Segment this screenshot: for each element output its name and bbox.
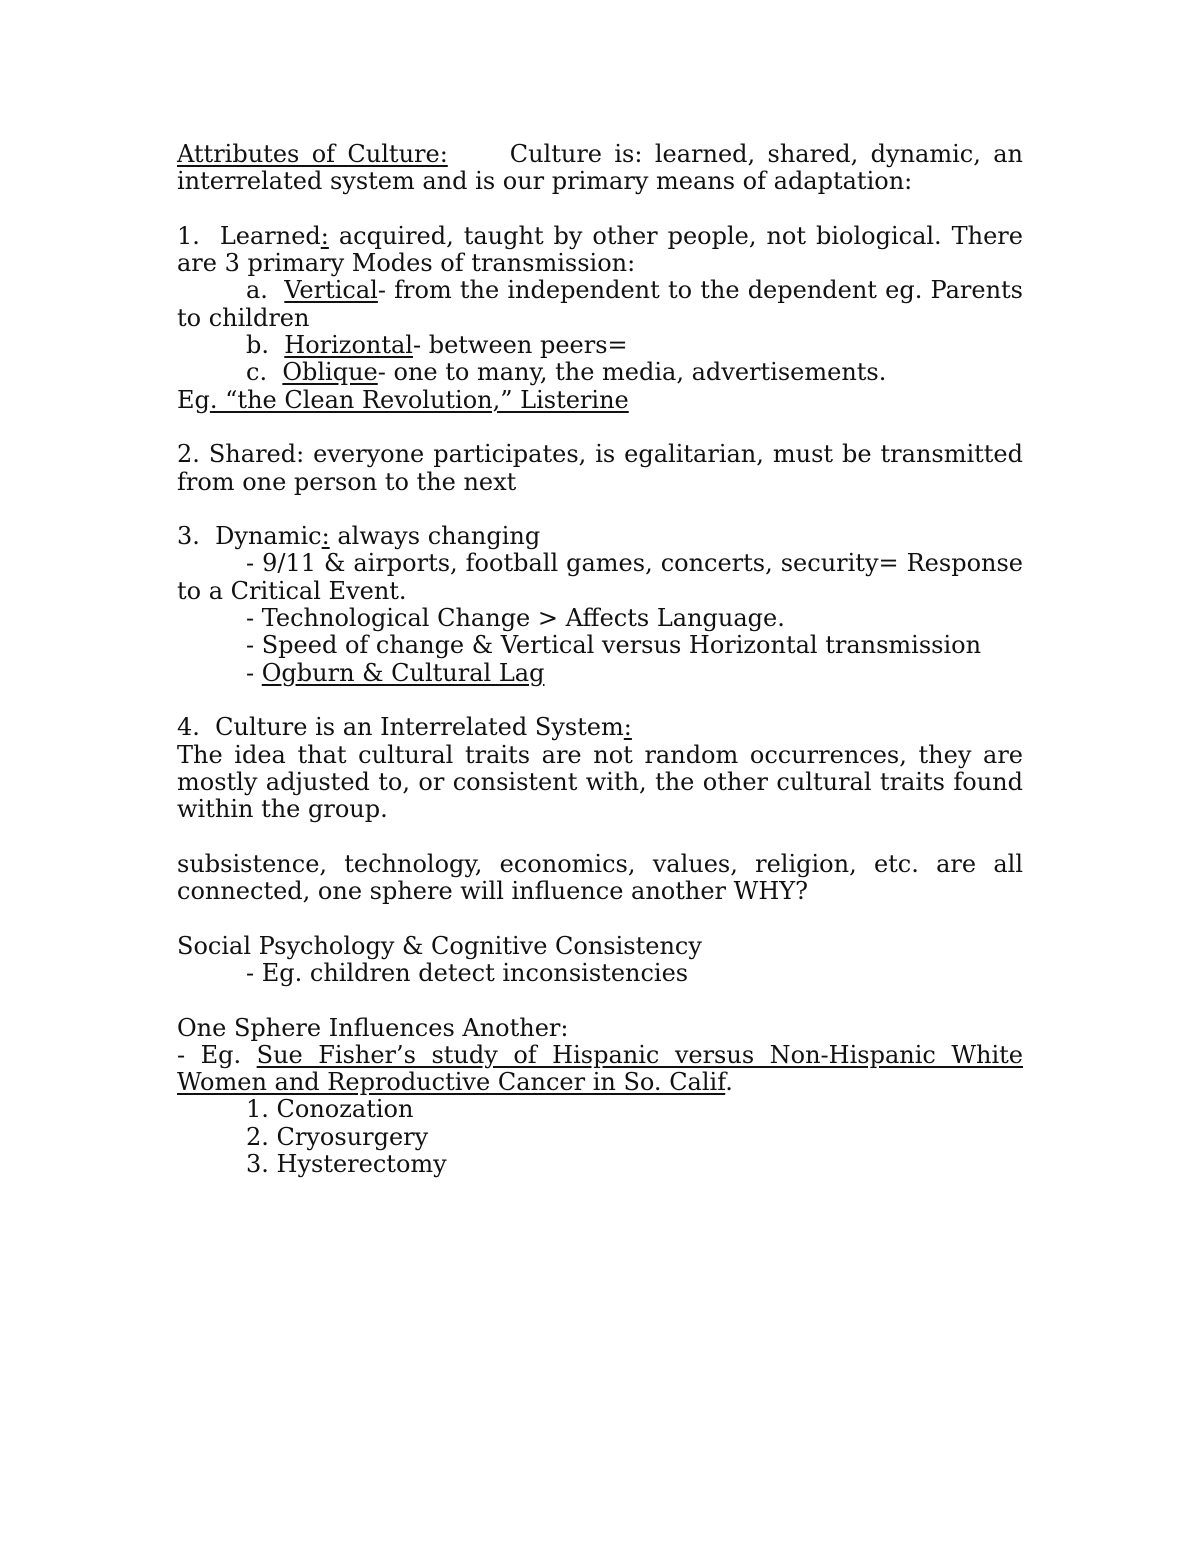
mode-term: Vertical [284,276,378,305]
spacer [177,687,1023,714]
procedure-item: 3. Hysterectomy [246,1149,447,1178]
dynamic-item: - Speed of change & Vertical versus Horizontal transmission [246,631,982,660]
mode-vertical: a. Vertical- from the independent to the dependent eg. Parents to children [177,276,1023,332]
procedure-item: 1. Conozation [246,1095,414,1124]
influence-example: - Eg. Sue Fisher’s study of Hispanic versus Non-Hispanic White Women and Reproductive Cancer in So. Calif. [177,1040,1023,1097]
procedure-item: 2. Cryosurgery [246,1122,429,1151]
spacer [177,905,1023,932]
mode-term: Oblique [282,358,378,387]
dynamic-item: - 9/11 & airports, football games, concerts, security= Response to a Critical Event. [177,549,1023,605]
social-psychology-heading: Social Psychology & Cognitive Consistency [177,931,702,960]
dynamic-label: Dynamic [215,522,322,551]
learned-text: acquired, taught by other people, not biological. There are 3 primary Modes of transmission: [177,221,1023,278]
social-psychology-example: - Eg. children detect inconsistencies [246,958,689,987]
spacer [177,987,1023,1014]
shared-paragraph: 2. Shared: everyone participates, is egalitarian, must be transmitted from one person to the next [177,440,1023,496]
spacer [177,823,1023,850]
mode-term: Horizontal [284,331,413,360]
learned-paragraph: 1. Learned: acquired, taught by other people, not biological. There are 3 primary Modes of transmission: [177,221,1023,278]
mode-horizontal: b. Horizontal- between peers= [246,331,628,360]
influence-heading: One Sphere Influences Another: [177,1013,569,1042]
ogburn-reference: Ogburn & Cultural Lag [261,658,545,687]
fisher-study-reference: Sue Fisher’s study of Hispanic versus Non-Hispanic White Women and Reproductive Cancer in So. Calif [177,1040,1023,1097]
dynamic-paragraph: 3. Dynamic: always changing [177,522,541,551]
intro-paragraph [177,141,1023,196]
document-title: Attributes of Culture: [177,140,448,168]
interrelated-definition: The idea that cultural traits are not random occurrences, they are mostly adjusted to, or consistent with, the other cultural traits found within the group. [177,740,1023,824]
spacer [177,414,1023,441]
spacer [177,496,1023,523]
spheres-paragraph: subsistence, technology, economics, values, religion, etc. are all connected, one sphere will influence another WHY? [177,849,1023,906]
spacer [177,196,1023,223]
interrelated-heading: 4. Culture is an Interrelated System: [177,713,632,742]
document-page [177,141,1023,1178]
dynamic-item: - Ogburn & Cultural Lag [246,658,545,687]
dynamic-item: - Technological Change > Affects Language. [246,604,785,633]
learned-example: Eg. “the Clean Revolution,” Listerine [177,385,629,414]
intro-text: Culture is: learned, shared, dynamic, an interrelated system and is our primary means of adaptation: [177,140,1024,196]
learned-label: Learned [219,221,321,250]
mode-oblique: c. Oblique- one to many, the media, advertisements. [246,358,887,387]
